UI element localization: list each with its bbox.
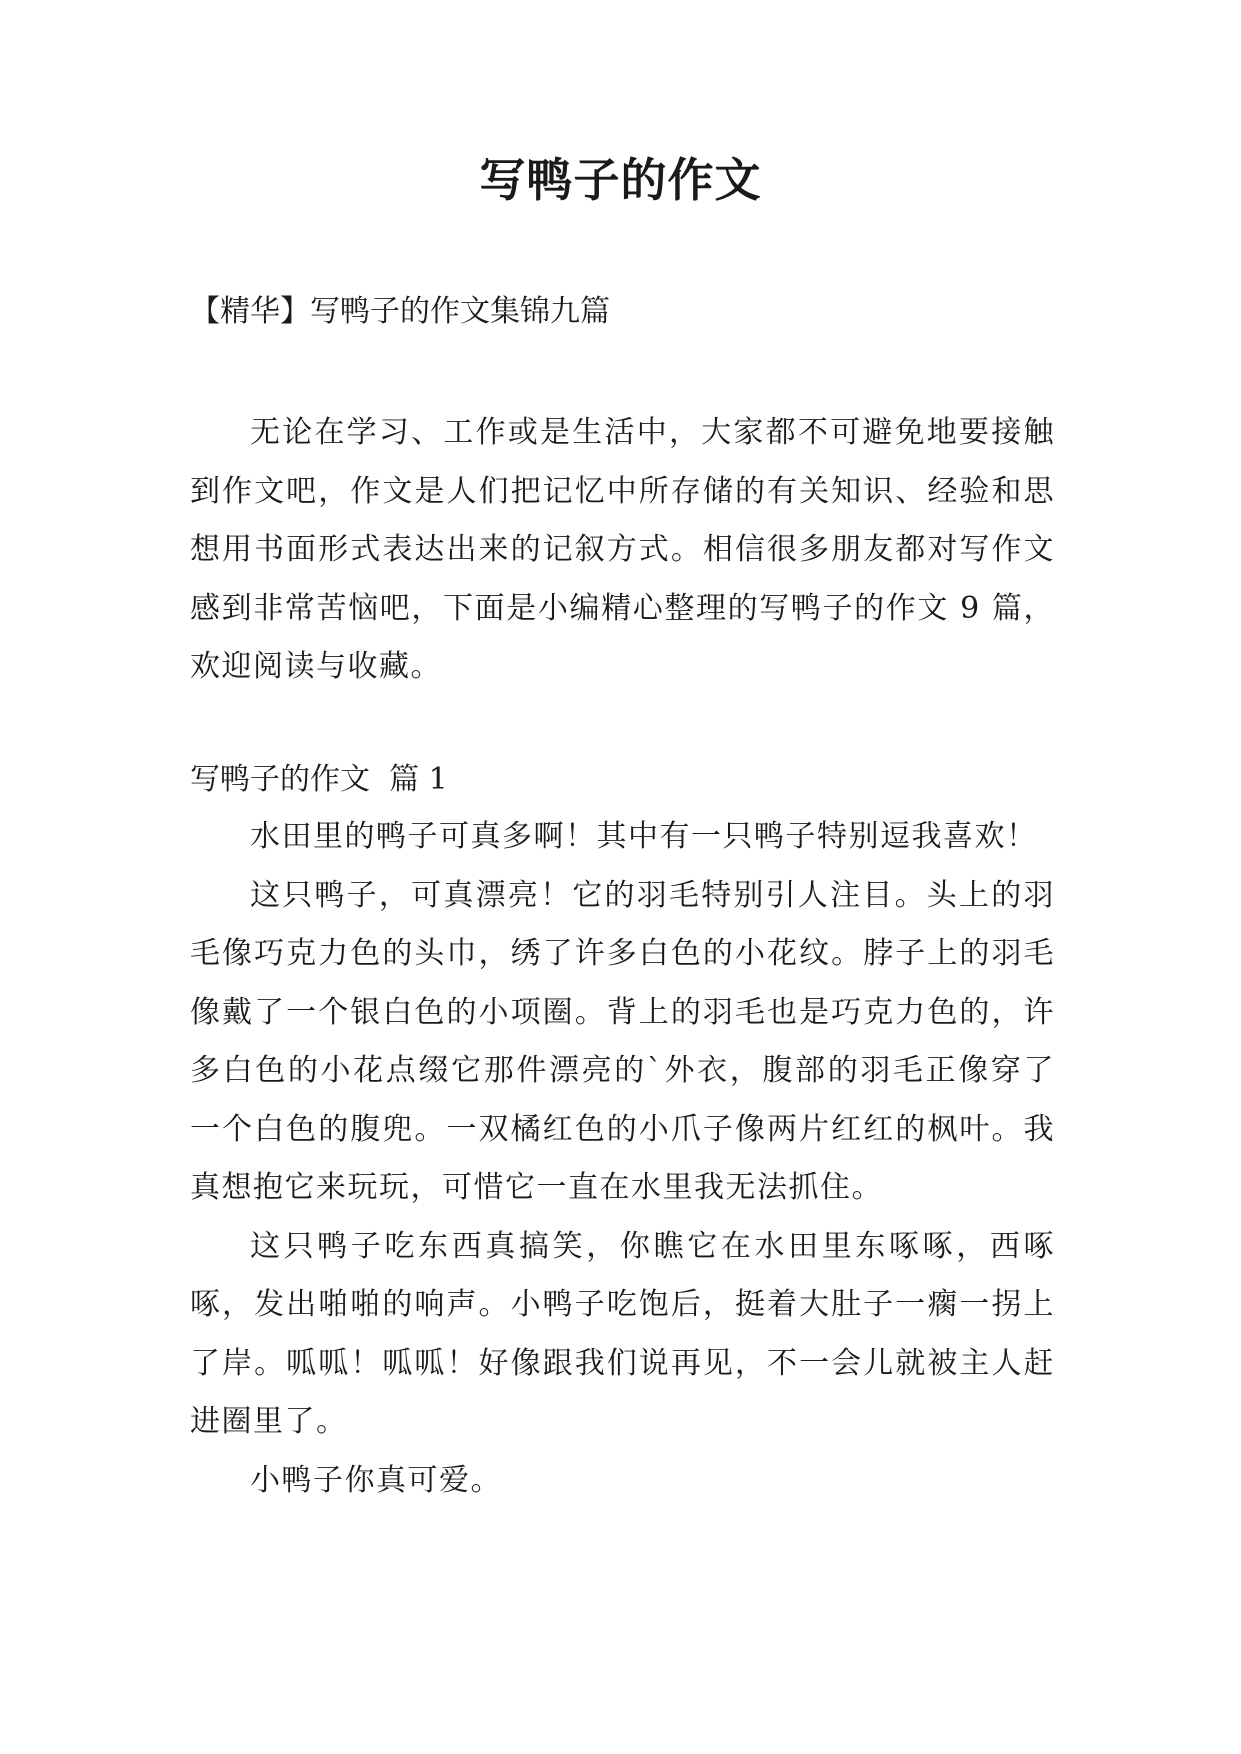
intro-paragraph: 无论在学习、工作或是生活中，大家都不可避免地要接触到作文吧，作文是人们把记忆中所存储的有关知识、经验和思想用书面形式表达出来的记叙方式。相信很多朋友都对写作文感到非常苦恼吧，下面是小编精心整理的写鸭子的作文 9 篇，欢迎阅读与收藏。	[190, 415, 1055, 684]
article-body	[190, 808, 1055, 1510]
article-paragraph: 水田里的鸭子可真多啊！其中有一只鸭子特别逗我喜欢！	[250, 819, 1038, 854]
article-paragraph: 这只鸭子，可真漂亮！它的羽毛特别引人注目。头上的羽毛像巧克力色的头巾，绣了许多白色的小花纹。脖子上的羽毛像戴了一个银白色的小项圈。背上的羽毛也是巧克力色的，许多白色的小花点缀它那件漂亮的`外衣，腹部的羽毛正像穿了一个白色的腹兜。一双橘红色的小爪子像两片红红的枫叶。我真想抱它来玩玩，可惜它一直在水里我无法抓住。	[190, 877, 1055, 1205]
intro-block	[190, 404, 1055, 697]
article-paragraph: 这只鸭子吃东西真搞笑，你瞧它在水田里东啄啄，西啄啄，发出啪啪的响声。小鸭子吃饱后，挺着大肚子一瘸一拐上了岸。呱呱！呱呱！好像跟我们说再见，不一会儿就被主人赶进圈里了。	[190, 1228, 1055, 1439]
document-subtitle: 【精华】写鸭子的作文集锦九篇	[190, 294, 610, 329]
section-heading: 写鸭子的作文 篇 1	[190, 762, 448, 797]
document-title: 写鸭子的作文	[479, 153, 762, 207]
article-paragraph: 小鸭子你真可爱。	[250, 1462, 502, 1498]
